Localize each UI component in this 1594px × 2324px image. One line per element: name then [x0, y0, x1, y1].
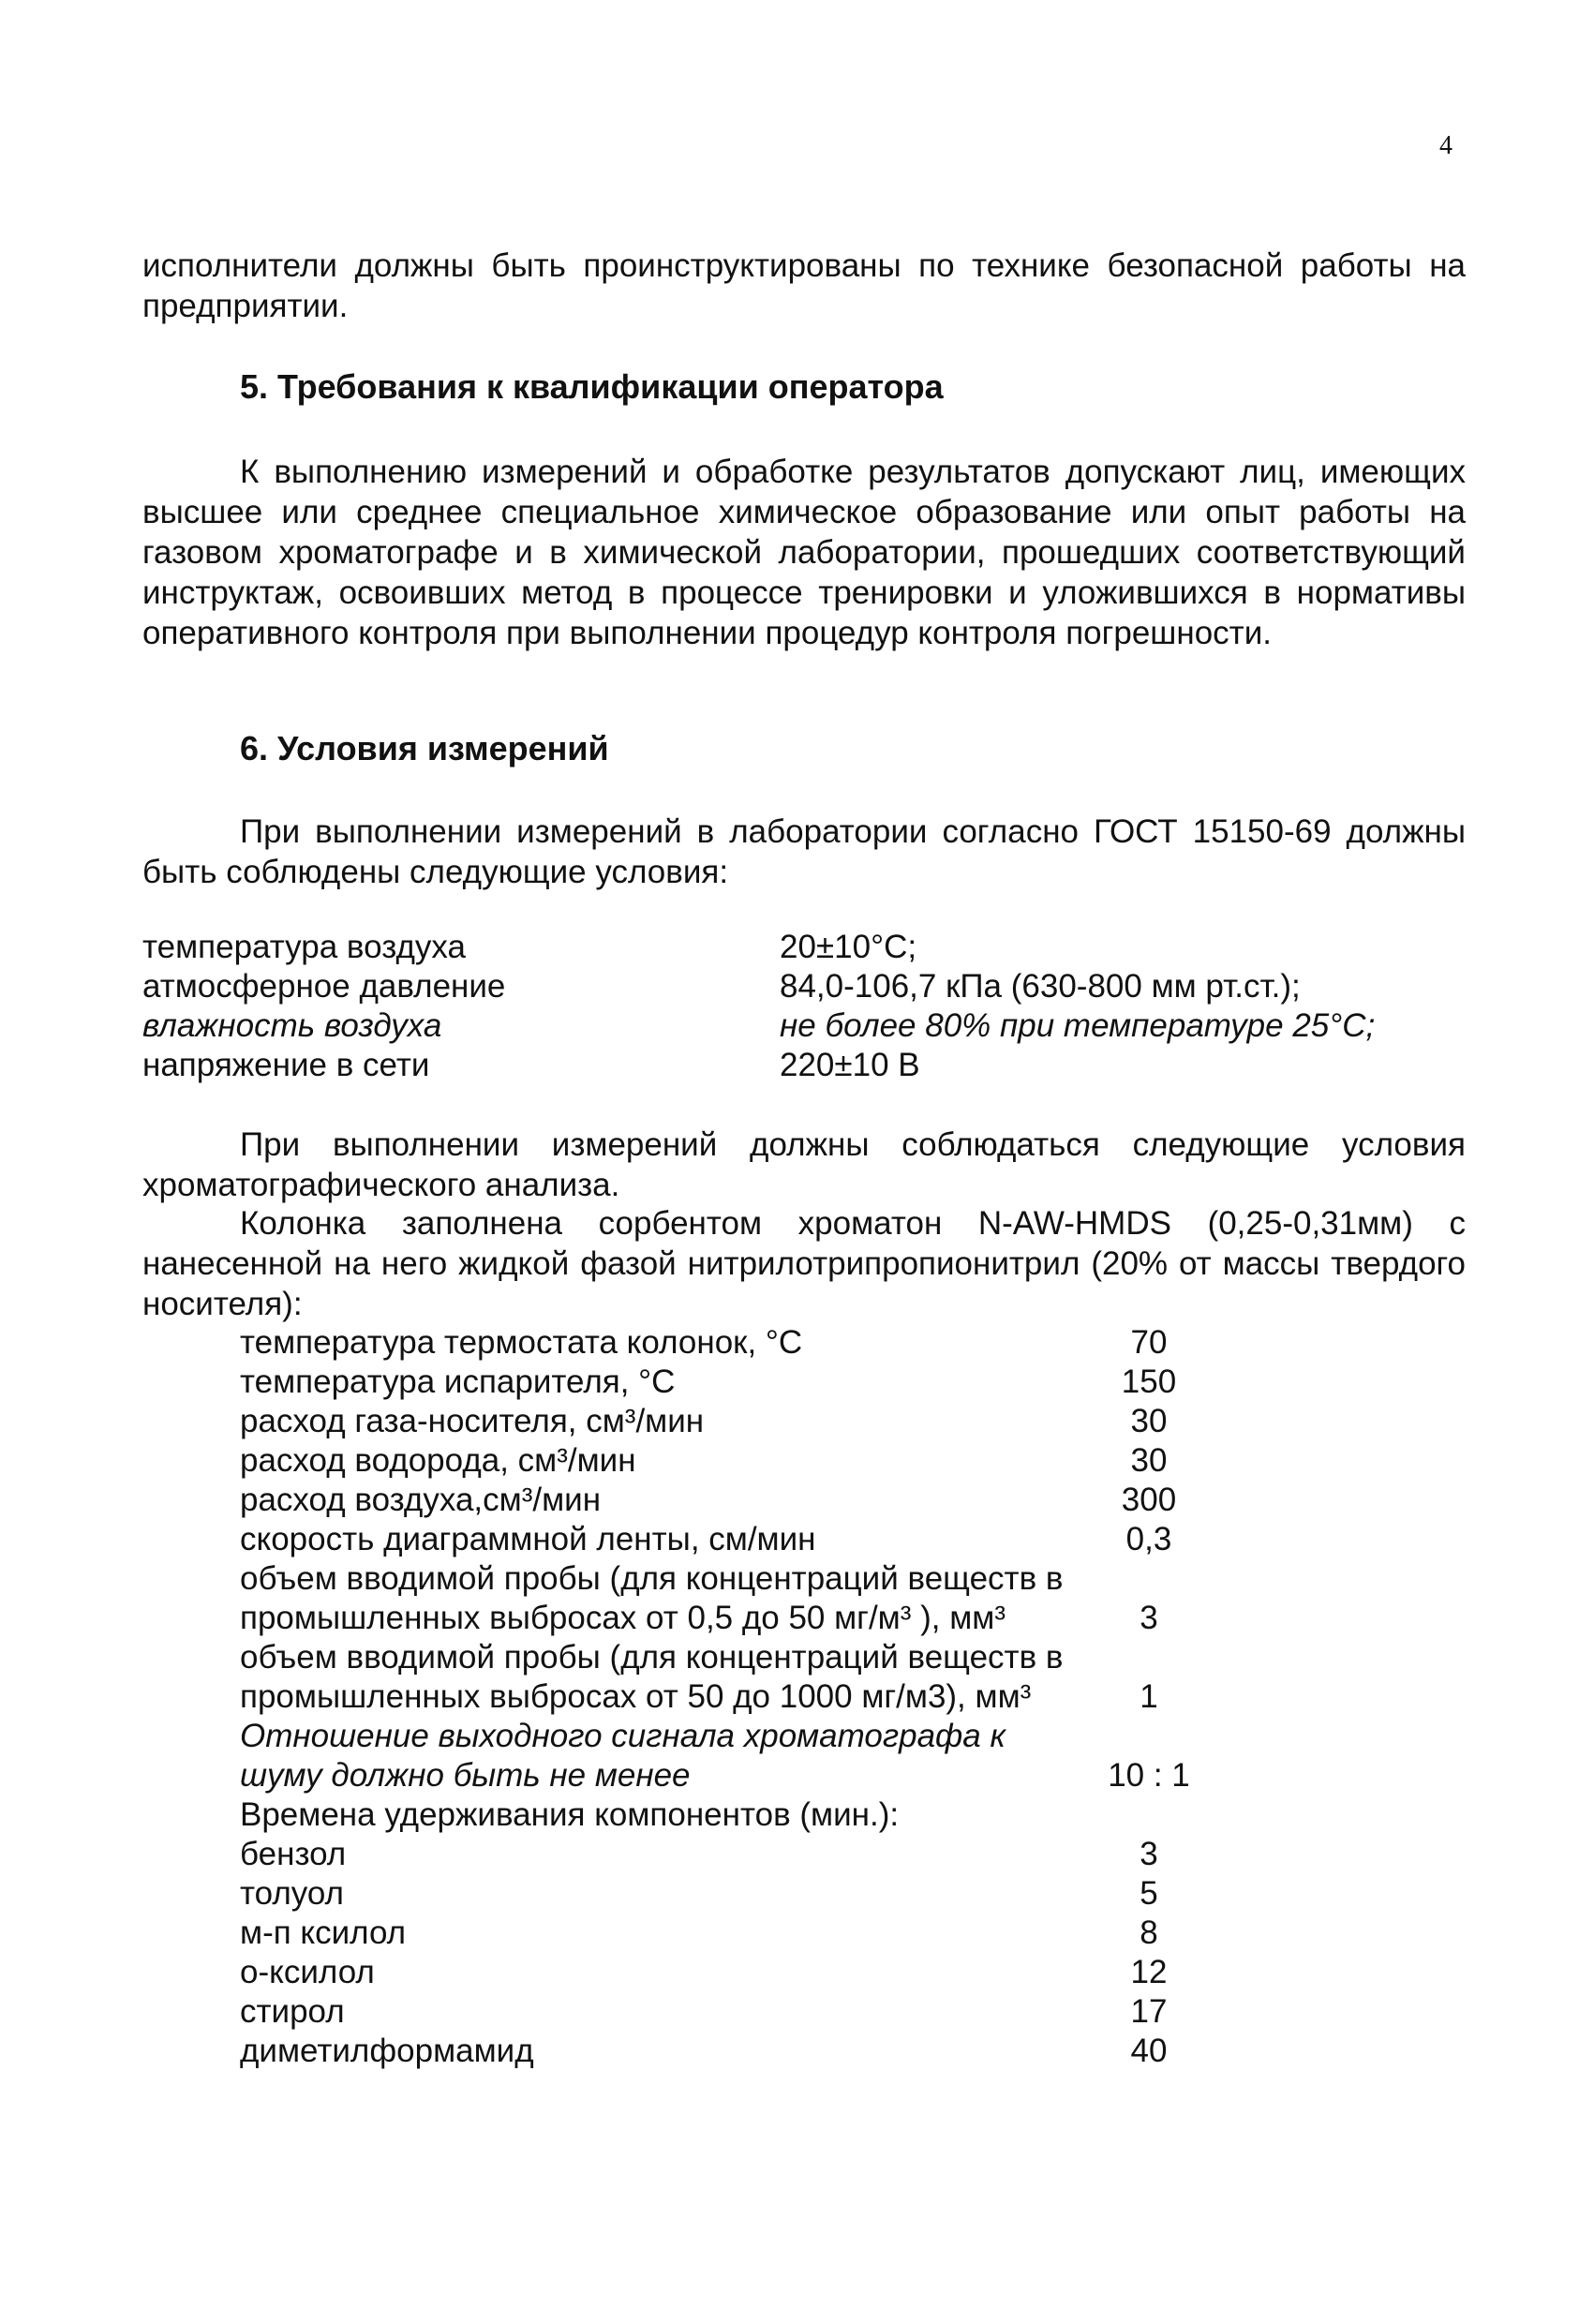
param-row [240, 1717, 1224, 1795]
param-value: 70 [1130, 1324, 1168, 1361]
column-description: Колонка заполнена сорбентом хроматон N-AW-HMDS (0,25-0,31мм) с нанесенной на него жидкой фазой нитрилотрипропионитрил (20% от массы твердого носителя): [142, 1205, 1466, 1322]
param-row [240, 1402, 1224, 1441]
condition-row [142, 1006, 1466, 1046]
conditions-list [142, 928, 1466, 1085]
param-row [240, 1323, 1224, 1363]
param-label: объем вводимой пробы (для концентраций веществ в промышленных выбросах от 50 до 1000 мг/м3), мм³ [240, 1639, 1064, 1715]
param-label: температура испарителя, °С [240, 1363, 676, 1400]
param-row [240, 1441, 1224, 1481]
param-row [240, 1363, 1224, 1402]
section-5-heading: 5. Требования к квалификации оператора [240, 367, 944, 406]
param-value: 12 [1130, 1954, 1168, 1990]
chromatography-intro: При выполнении измерений должны соблюдаться следующие условия хроматографического анализа. [142, 1126, 1466, 1203]
param-label: бензол [240, 1836, 347, 1872]
param-value: 150 [1121, 1363, 1177, 1400]
param-value: 3 [1140, 1836, 1158, 1872]
param-row [240, 1795, 1224, 1835]
param-value: 5 [1140, 1875, 1158, 1912]
condition-row [142, 928, 1466, 967]
param-value: 3 [1140, 1600, 1158, 1636]
condition-value: 84,0-106,7 кПа (630-800 мм рт.ст.); [780, 968, 1301, 1005]
param-value: 17 [1130, 1993, 1168, 2030]
param-label: Отношение выходного сигнала хроматографа к шуму должно быть не менее [240, 1718, 1006, 1794]
param-label: температура термостата колонок, °С [240, 1324, 803, 1361]
param-label: объем вводимой пробы (для концентраций веществ в промышленных выбросах от 0,5 до 50 мг/м³ ), мм³ [240, 1560, 1064, 1636]
param-value: 1 [1140, 1678, 1158, 1715]
param-row [240, 2032, 1224, 2071]
param-label: м-п ксилол [240, 1914, 407, 1951]
param-row [240, 1520, 1224, 1559]
param-label: расход воздуха,см³/мин [240, 1482, 602, 1518]
param-label: толуол [240, 1875, 344, 1912]
param-label: расход газа-носителя, см³/мин [240, 1403, 705, 1439]
param-label: расход водорода, см³/мин [240, 1442, 636, 1479]
condition-row [142, 967, 1466, 1006]
param-row [240, 1953, 1224, 1992]
condition-label: влажность воздуха [142, 1007, 442, 1044]
param-row [240, 1992, 1224, 2032]
param-value: 0,3 [1125, 1521, 1172, 1557]
condition-value: 220±10 В [780, 1047, 920, 1083]
param-value: 40 [1130, 2033, 1168, 2069]
section-5-body: К выполнению измерений и обработке результатов допускают лиц, имеющих высшее или среднее специальное химическое образование или опыт работы на газовом хроматографе и в химической лаборатории, прошедших соответствующий инструктаж, освоивших метод в процессе тренировки и уложившихся в нормативы оперативного контроля при выполнении процедур контроля погрешности. [142, 454, 1466, 651]
chromatography-parameters [240, 1323, 1224, 2071]
param-row [240, 1638, 1224, 1717]
param-row [240, 1914, 1224, 1953]
param-row [240, 1874, 1224, 1914]
param-value: 30 [1130, 1403, 1168, 1439]
param-label: о-ксилол [240, 1954, 375, 1990]
section-6-heading: 6. Условия измерений [240, 729, 609, 767]
page-number: 4 [1439, 131, 1452, 160]
param-value: 8 [1140, 1914, 1158, 1951]
intro-paragraph: исполнители должны быть проинструктированы по технике безопасной работы на предприятии. [142, 247, 1466, 324]
param-label: Времена удерживания компонентов (мин.): [240, 1796, 900, 1833]
param-value: 300 [1121, 1482, 1177, 1518]
condition-row [142, 1046, 1466, 1085]
param-value: 10 : 1 [1108, 1757, 1190, 1794]
param-label: стирол [240, 1993, 345, 2030]
condition-label: температура воздуха [142, 929, 466, 965]
param-label: скорость диаграммной ленты, см/мин [240, 1521, 816, 1557]
param-row [240, 1481, 1224, 1520]
param-row [240, 1835, 1224, 1874]
section-6-intro: При выполнении измерений в лаборатории согласно ГОСТ 15150-69 должны быть соблюдены следующие условия: [142, 813, 1466, 890]
condition-value: не более 80% при температуре 25°С; [780, 1007, 1376, 1044]
param-label: диметилформамид [240, 2033, 534, 2069]
condition-value: 20±10°С; [780, 929, 917, 965]
condition-label: атмосферное давление [142, 968, 506, 1005]
condition-label: напряжение в сети [142, 1047, 430, 1083]
param-value: 30 [1130, 1442, 1168, 1479]
param-row [240, 1559, 1224, 1638]
